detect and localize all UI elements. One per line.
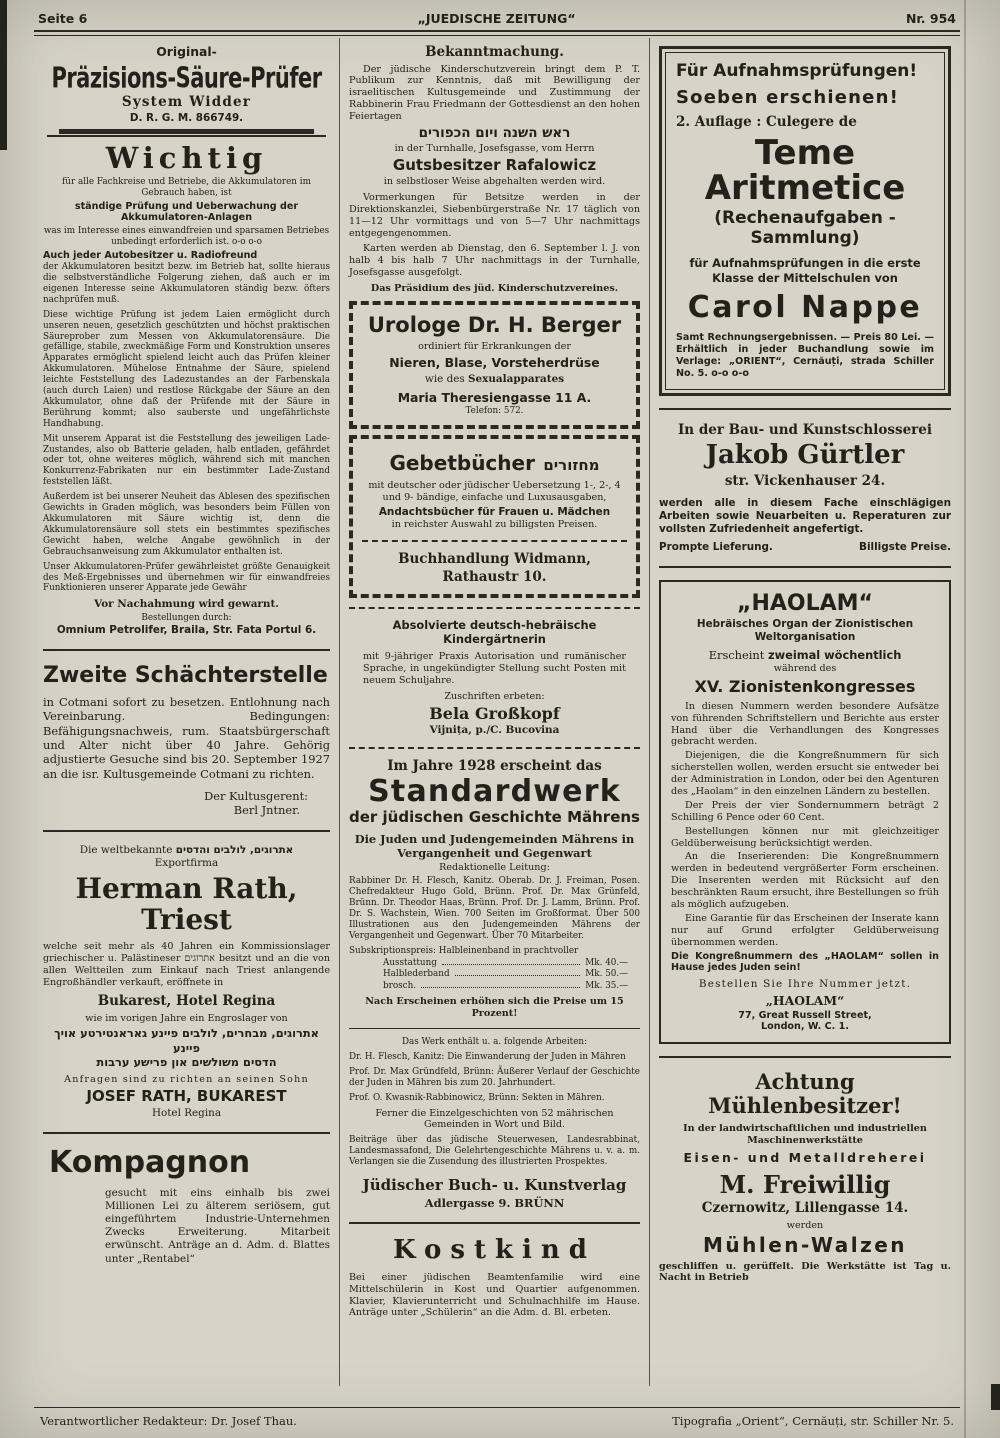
rafalowicz-name: Gutsbesitzer Rafalowicz bbox=[392, 156, 597, 175]
muehlen-p1: In der landwirtschaftlichen und industriellen Maschinenwerkstätte bbox=[683, 1122, 927, 1146]
editors-paragraph: Rabbiner Dr. H. Flesch, Kanitz. Oberab. Dr. J. Freiman, Posen. Chefredakteur Hugo Gold, Brünn. Prof. Dr. Max Grünfeld, Brünn. Dr. Theodor Haas, Brünn. Prof. Dr. J. Lamm, Brünn. Prof. Dr. S. Wachstein, Wien. 700 Seiten im Großformat. Über 500 Illustrationen aus den Judengemeinden Mährens der Vergangenheit und Gegenwart. Über 70 Mitarbeiter. bbox=[349, 876, 640, 941]
ad-separator bbox=[43, 830, 330, 832]
rath-exportfirma: Exportfirma bbox=[154, 856, 219, 869]
price-row bbox=[383, 958, 628, 969]
ad-gebetbuecher bbox=[349, 435, 640, 598]
inner-separator bbox=[349, 1028, 640, 1029]
work-entry-3: Prof. O. Kwasnik-Rabbinowicz, Brünn: Sekten in Mähren. bbox=[349, 1092, 605, 1103]
system-widder-line: System Widder bbox=[121, 94, 252, 111]
ad-herman-rath bbox=[43, 844, 330, 1120]
rath-hebrew-line-1: אתרוגים, מבחרים, לולבים פיינע גאראנטירטע אויך פיינע bbox=[54, 1026, 319, 1055]
bekanntmachung-title: Bekanntmachung. bbox=[425, 44, 564, 60]
gebetbuecher-body-1: mit deutscher oder jüdischer Uebersetzung 1-, 2-, 4 und 9- bändige, einfache und Luxusausgaben, bbox=[368, 480, 621, 504]
haolam-order-line: Bestellen Sie Ihre Nummer jetzt. bbox=[698, 978, 912, 991]
haolam-subtitle: Hebräisches Organ der Zionistischen Weltorganisation bbox=[696, 618, 914, 644]
price-label: brosch. bbox=[383, 981, 417, 992]
masthead-rule bbox=[34, 30, 960, 36]
urologe-telefon: Telefon: 572. bbox=[465, 406, 524, 417]
pruefer-paragraph-2: der Akkumulatoren besitzt bezw. im Betrieb hat, sollte hieraus die selbstverständliche Folgerung ziehen, daß auch er im eigenen Interesse seine Akkumulatoren ständig bezw. öfters nachprüfen muß. bbox=[43, 262, 330, 305]
schaechterstelle-title: Zweite Schächterstelle bbox=[43, 663, 328, 689]
ferner-line: Ferner die Einzelgeschichten von 52 mährischen Gemeinden in Wort und Bild. bbox=[375, 1107, 614, 1131]
haolam-name-repeat: „HAOLAM“ bbox=[765, 993, 845, 1009]
teme-subtitle: (Rechenaufgaben - Sammlung) bbox=[714, 208, 896, 248]
column-middle bbox=[340, 38, 650, 1386]
price-label: Ausstattung bbox=[383, 957, 437, 968]
haolam-p3: Der Preis der vier Sondernummern beträgt 2 Schilling 6 Pence oder 60 Cent. bbox=[671, 799, 939, 823]
dot-leader bbox=[455, 975, 581, 976]
pruefer-intro: für alle Fachkreise und Betriebe, die Akkumulatoren im Gebrauch haben, ist bbox=[62, 176, 311, 198]
divider-bar-thin bbox=[47, 135, 326, 137]
gebetbuecher-hebrew: מחזורים bbox=[543, 456, 600, 475]
gebetbuecher-body-3: in reichster Auswahl zu billigsten Preisen. bbox=[391, 519, 598, 531]
contains-line: Das Werk enthält u. a. folgende Arbeiten: bbox=[401, 1037, 588, 1048]
dot-leader bbox=[442, 964, 580, 965]
rath-firm-name: Herman Rath, Triest bbox=[75, 871, 298, 936]
signature-name: Berl Jntner. bbox=[233, 803, 300, 818]
urologe-title: Urologe Dr. H. Berger bbox=[367, 312, 622, 337]
carol-nappe-name: Carol Nappe bbox=[687, 289, 923, 325]
ad-kunstverlag bbox=[349, 1176, 640, 1210]
grosskopf-name: Bela Großkopf bbox=[429, 704, 560, 724]
ad-title-saeure-pruefer: Präzisions-Säure-Prüfer bbox=[51, 61, 322, 95]
werden-line: werden bbox=[786, 1219, 824, 1231]
urologe-line-3a: wie des bbox=[424, 373, 465, 386]
firm-line: Omnium Petrolifer, Braila, Str. Fata Portul 6. bbox=[56, 624, 317, 637]
zuschriften-line: Zuschriften erbeten: bbox=[444, 690, 545, 702]
kompagnon-body: gesucht mit eins einhalb bis zwei Millionen Lei zu älterem seriösem, gut eingeführtem Industrie-Unternehmen Zwecks Erweiterung. Mitarbeit erwünscht. Anträge an d. Adm. d. Blattes unter „Rentabel“ bbox=[105, 1187, 330, 1265]
ad-separator bbox=[659, 408, 951, 410]
haolam-erscheint-line bbox=[671, 648, 939, 662]
prompte-lieferung: Prompte Lieferung. bbox=[659, 540, 773, 553]
rath-body-2: wie im vorigen Jahre ein Engroslager von bbox=[85, 1012, 288, 1024]
kompagnon-title: Kompagnon bbox=[49, 1145, 251, 1181]
rath-intro-text: Die weltbekannte bbox=[79, 843, 173, 856]
gebetbuecher-body-2: Andachtsbücher für Frauen u. Mädchen bbox=[378, 506, 611, 519]
rath-hebrew-line-2: הדסים משולשים און פרישע ערבות bbox=[96, 1055, 277, 1070]
ad-kompagnon bbox=[43, 1146, 330, 1266]
gebetbuecher-title: Gebetbücher bbox=[389, 451, 535, 476]
ad-jakob-guertler bbox=[659, 422, 951, 554]
ad-teme-aritmetice bbox=[659, 46, 951, 396]
scan-edge-artifact bbox=[0, 0, 7, 150]
haolam-address-2: London, W. C. 1. bbox=[761, 1021, 849, 1033]
haolam-p6: Eine Garantie für das Erscheinen der Inserate kann nur auf Grund erfolgter Geldüberweisung übernommen werden. bbox=[671, 912, 939, 948]
haolam-zweimal: zweimal wöchentlich bbox=[767, 648, 902, 663]
kostkind-body: Bei einer jüdischen Beamtenfamilie wird eine Mittelschülerin in Kost und Quartier aufgenommen. Klavier, Klavierunterricht und Schulnachhilfe im Hause. Anträge unter „Schülerin“ an die Adm. d. Bl. erbeten. bbox=[349, 1271, 640, 1319]
price-row bbox=[383, 981, 628, 992]
teme-line-3: 2. Auflage : Culegere de bbox=[676, 114, 857, 131]
rath-hotel-line: Hotel Regina bbox=[151, 1106, 222, 1119]
standardwerk-sub: der jüdischen Geschichte Mährens bbox=[349, 808, 640, 827]
rath-son-name: JOSEF RATH, BUKAREST bbox=[86, 1087, 287, 1106]
freiwillig-address: Czernowitz, Lillengasse 14. bbox=[701, 1200, 909, 1217]
guertler-name: Jakob Gürtler bbox=[705, 440, 905, 471]
work-entry-1: Dr. H. Flesch, Kanitz: Die Einwanderung der Juden in Mähren bbox=[349, 1051, 626, 1062]
ad-muehlenbesitzer bbox=[659, 1070, 951, 1284]
subskription-intro: Subskriptionspreis: Halbleinenband in prachtvoller bbox=[349, 945, 579, 956]
inner-separator bbox=[362, 540, 627, 542]
wichtig-heading: Wichtig bbox=[105, 140, 268, 175]
kostkind-title: Kostkind bbox=[393, 1234, 596, 1265]
bekanntmachung-line-1: in der Turnhalle, Josefsgasse, vom Herrn bbox=[394, 142, 595, 154]
pruefer-bold-line-2: Auch jeder Autobesitzer u. Radiofreund bbox=[43, 250, 258, 262]
dot-leader bbox=[421, 987, 580, 988]
rath-contact-line: Anfragen sind zu richten an seinen Sohn bbox=[64, 1073, 309, 1085]
standardwerk-sub2: Die Juden und Judengemeinden Mährens in Vergangenheit und Gegenwart bbox=[354, 831, 635, 860]
haolam-p5: An die Inserierenden: Die Kongreßnummern werden in bedeutend vergrößerter Form erscheinen. Die Inserenten werden mit Rücksicht auf den beschränkten Raum ersucht, ihre Bestellungen so früh als möglich aufzugeben. bbox=[671, 851, 939, 910]
haolam-address-1: 77, Great Russell Street, bbox=[738, 1009, 872, 1021]
ad-separator-dashed bbox=[349, 747, 640, 749]
teme-line-4: für Aufnahmsprüfungen in die erste Klasse der Mittelschulen von bbox=[689, 256, 921, 285]
price-label: Halblederband bbox=[383, 969, 450, 980]
gebetbuecher-title-line bbox=[362, 447, 627, 476]
bekanntmachung-p2: Vormerkungen für Betsitze werden in der Direktionskanzlei, Siebenbürgerstraße Nr. 17 täglich von 11—12 Uhr vormittags und von 5—7 Uhr nachmittags entgegengenommen. bbox=[349, 191, 640, 239]
guertler-footer bbox=[659, 541, 951, 554]
kunstverlag-address: Adlergasse 9. BRÜNN bbox=[424, 1195, 565, 1210]
kindergaertnerin-title: Absolvierte deutsch-hebräische Kindergärtnerin bbox=[392, 618, 597, 647]
ad-urologe-berger bbox=[349, 301, 640, 429]
ad-separator bbox=[43, 649, 330, 651]
ad-separator bbox=[43, 1132, 330, 1134]
standardwerk-pre: Im Jahre 1928 erscheint das bbox=[387, 757, 602, 774]
column-right bbox=[650, 38, 960, 1386]
orders-line: Bestellungen durch: bbox=[141, 613, 232, 624]
ad-separator bbox=[659, 566, 951, 568]
freiwillig-name: M. Freiwillig bbox=[719, 1169, 891, 1199]
kunstverlag-name: Jüdischer Buch- u. Kunstverlag bbox=[362, 1176, 627, 1195]
teme-line-2: Soeben erschienen! bbox=[676, 86, 900, 108]
ad-separator bbox=[659, 1056, 951, 1058]
work-entry-2: Prof. Dr. Max Gründfeld, Brünn: Äußerer Verlauf der Geschichte der Juden in Mähren bis zum 20. Jahrhundert. bbox=[349, 1066, 640, 1088]
divider-bar bbox=[59, 129, 314, 134]
rath-bukarest-line: Bukarest, Hotel Regina bbox=[97, 993, 276, 1010]
grosskopf-address: Vijnița, p./C. Bucovina bbox=[429, 724, 560, 737]
notice-bekanntmachung bbox=[349, 44, 640, 295]
issue-number: Nr. 954 bbox=[905, 11, 956, 26]
zionistenkongress-line: XV. Zionistenkongresses bbox=[694, 676, 916, 696]
page-number: Seite 6 bbox=[38, 11, 88, 26]
ad-schaechterstelle bbox=[43, 663, 330, 817]
page-footer bbox=[34, 1407, 960, 1428]
bekanntmachung-p1: Der jüdische Kinderschutzverein bringt dem P. T. Publikum zur Kenntnis, daß mit Bewilligung der israelitischen Kultusgemeinde und Zustimmung der Rabbinerin Frau Friedmann der Gottesdienst an den hohen Feiertagen bbox=[349, 63, 640, 123]
urologe-line-2: Nieren, Blase, Vorsteherdrüse bbox=[389, 354, 600, 370]
ad-separator bbox=[349, 1222, 640, 1224]
muehlen-body: geschliffen u. gerüffelt. Die Werkstätte ist Tag u. Nacht in Betrieb bbox=[659, 1260, 951, 1284]
ad-teme-inner bbox=[665, 52, 945, 390]
bekanntmachung-line-2: in selbstloser Weise abgehalten werden wird. bbox=[383, 175, 606, 187]
teme-title: Teme Aritmetice bbox=[704, 132, 906, 209]
teme-note: Samt Rechnungsergebnissen. — Preis 80 Lei. — Erhältlich in jeder Buchandlung sowie im Verlage: „ORIENT“, Cernăuți, strada Schiller No. 5. o-o o-o bbox=[676, 331, 934, 379]
price-value: Mk. 50.— bbox=[585, 969, 628, 980]
muehlen-title: Achtung Mühlenbesitzer! bbox=[708, 1069, 902, 1119]
haolam-erscheint: Erscheint bbox=[708, 648, 765, 663]
urologe-line-3b: Sexualapparates bbox=[468, 373, 565, 386]
pruefer-paragraph-4: Mit unserem Apparat ist die Feststellung des jeweiligen Lade-Zustandes, also ob Batterie geladen, halb entladen, gefährdet oder tot, ohne weiteres möglich, während sich mit manchen Konkurrenz-Fabrikaten nur ein bestimmter Lade-Zustand feststellen läßt. bbox=[43, 433, 330, 488]
beitraege-paragraph: Beiträge über das jüdische Steuerwesen, Landesrabbinat, Landesmassafond, Die Gelehrtengeschichte Mährens u. v. a. m. Verlangen sie die Zusendung des illustrierten Prospektes. bbox=[349, 1135, 640, 1168]
haolam-p7: Die Kongreßnummern des „HAOLAM“ sollen in Hause jedes Juden sein! bbox=[671, 950, 939, 974]
price-value: Mk. 35.— bbox=[585, 981, 628, 992]
muehlen-walzen: Mühlen-Walzen bbox=[702, 1232, 908, 1257]
pruefer-paragraph-5: Außerdem ist bei unserer Neuheit das Ablesen des spezifischen Gewichts in Graden möglich, was besonders beim Füllen von Akkumulatoren mit Säure wichtig ist, denn die Akkumulatorensäure soll stets ein bestimmtes spezifisches Gewicht haben, welche Angabe gewöhnlich in der Gebrauchsanweisung zum Akkumulator enthalten ist. bbox=[43, 492, 330, 557]
warning-line: Vor Nachahmung wird gewarnt. bbox=[94, 598, 279, 611]
praesidium-line: Das Präsidium des jüd. Kinderschutzvereines. bbox=[370, 283, 619, 295]
tipografia-line: Tipografia „Orient“, Cernăuți, str. Schiller Nr. 5. bbox=[672, 1414, 954, 1428]
ad-kindergaertnerin bbox=[349, 618, 640, 737]
redaktion-line: Redaktionelle Leitung: bbox=[439, 862, 550, 874]
rath-body-1: welche seit mehr als 40 Jahren ein Kommissionslager griechischer u. Palästineser אתרוגים besitzt und an die von allen Weltteilen zum Einkauf nach Triest anlangende Engroßhändler verkauft, eröffnete in bbox=[43, 941, 330, 989]
haolam-p4: Bestellungen können nur mit gleichzeitiger Geldüberweisung berücksichtigt werden. bbox=[671, 825, 939, 849]
guertler-pre: In der Bau- und Kunstschlosserei bbox=[677, 421, 932, 438]
columns bbox=[34, 38, 960, 1386]
haolam-title: „HAOLAM“ bbox=[737, 590, 873, 616]
haolam-p2: Diejenigen, die die Kongreßnummern für sich sicherstellen wollen, werden ersucht sie entweder bei der Administration in London, oder bei den Agenturen des „Haolam“ in den einzelnen Ländern zu bestellen. bbox=[671, 750, 939, 797]
eisen-metalldreherei: Eisen- und Metalldreherei bbox=[683, 1150, 927, 1166]
urologe-address: Maria Theresiengasse 11 A. bbox=[397, 390, 592, 406]
price-raise-note: Nach Erscheinen erhöhen sich die Preise um 15 Prozent! bbox=[365, 996, 624, 1020]
ad-pretitle: Original- bbox=[156, 44, 217, 59]
urologe-line-1: ordiniert für Erkrankungen der bbox=[418, 341, 571, 353]
guertler-address: str. Vickenhauser 24. bbox=[724, 472, 886, 489]
redakteur-line: Verantwortlicher Redakteur: Dr. Josef Thau. bbox=[40, 1414, 297, 1428]
ad-standardwerk bbox=[349, 758, 640, 1169]
ad-separator-dashed bbox=[349, 607, 640, 609]
ad-kostkind bbox=[349, 1236, 640, 1319]
ad-saeure-pruefer bbox=[43, 44, 330, 637]
pruefer-bold-line-1: ständige Prüfung und Ueberwachung der Akkumulatoren-Anlagen bbox=[74, 200, 299, 224]
haolam-p1: In diesen Nummern werden besondere Aufsätze von führenden Schriftstellern und Berichte aus erster Hand über die Verhandlungen des Kongresses gebracht werden. bbox=[671, 700, 939, 748]
page-fold-line bbox=[964, 0, 966, 1438]
standardwerk-title: Standardwerk bbox=[368, 774, 621, 810]
billigste-preise: Billigste Preise. bbox=[859, 540, 951, 553]
kindergaertnerin-body: mit 9-jähriger Praxis Autorisation und rumänischer Sprache, in ungekündigter Stellung sucht Posten mit neuem Schuljahre. bbox=[363, 650, 626, 686]
newspaper-title: „JUEDISCHE ZEITUNG“ bbox=[417, 11, 576, 26]
bekanntmachung-hebrew: ראש השנה ויום הכפורים bbox=[418, 125, 571, 141]
haolam-waehrend: während des bbox=[773, 662, 837, 674]
buchhandlung-widmann: Buchhandlung Widmann, Rathaustr 10. bbox=[398, 551, 591, 585]
scan-corner-artifact bbox=[991, 1384, 1000, 1410]
guertler-body: werden alle in diesem Fache einschlägigen Arbeiten sowie Neuarbeiten u. Reperaturen zur vollsten Zufriedenheit angefertigt. bbox=[659, 496, 951, 535]
column-left bbox=[34, 38, 340, 1386]
price-value: Mk. 40.— bbox=[585, 957, 628, 968]
teme-line-1: Für Aufnahmsprüfungen! bbox=[676, 61, 918, 81]
drgm-number: D. R. G. M. 866749. bbox=[129, 111, 244, 124]
bekanntmachung-p3: Karten werden ab Dienstag, den 6. September l. J. von halb 4 bis halb 7 Uhr nachmittags in der Turnhalle, Josefsgasse ausgefolgt. bbox=[349, 243, 640, 279]
urologe-line-3 bbox=[362, 373, 627, 386]
ad-haolam bbox=[659, 580, 951, 1044]
pruefer-paragraph-1: was im Interesse eines einwandfreien und sparsamen Betriebes unbedingt erforderlich ist. o-o o-o bbox=[43, 226, 330, 248]
pruefer-paragraph-6: Unser Akkumulatoren-Prüfer gewährleistet größte Genauigkeit des Meß-Ergebnisses und übernehmen wir für einwandfreies Funktionieren unserer Apparate jede Gewähr bbox=[43, 561, 330, 594]
price-row bbox=[383, 969, 628, 980]
schaechterstelle-body: in Cotmani sofort zu besetzen. Entlohnung nach Vereinbarung. Bedingungen: Befähigungsnachweis, rum. Staatsbürgerschaft und Alter nicht über 40 Jahre. Gehörig adjustierte Gesuche sind bis 20. September 1927 an die isr. Kultusgemeinde Cotmani zu richten. bbox=[43, 694, 330, 781]
signature-role: Der Kultusgerent: bbox=[204, 788, 308, 803]
rath-intro-line bbox=[43, 844, 330, 857]
pruefer-paragraph-3: Diese wichtige Prüfung ist jedem Laien ermöglicht durch unseren neuen, gesetzlich geschützten und höchst praktischen Säureprober zum Messen von Akkumulatorensäure. Die gefällige, stabile, zweckmäßige Form und Konstruktion unseres Apparates ermöglicht spielend leicht auch das Prüfen kleiner Akkumulatoren. Mühelose Entnahme der Säure, spielend leichte Feststellung des Ladezustandes an der Farbenskala (auch durch Laien) und restlose Rückgabe der Säure an den Akkumulator, ohne daß der Prüfende mit der Säure in Berührung kommt; also sauberste und ungefährlichste Handhabung. bbox=[43, 309, 330, 429]
rath-hebrew-inline: אתרוגים, לולבים והדסים bbox=[175, 843, 294, 856]
masthead bbox=[34, 10, 960, 30]
